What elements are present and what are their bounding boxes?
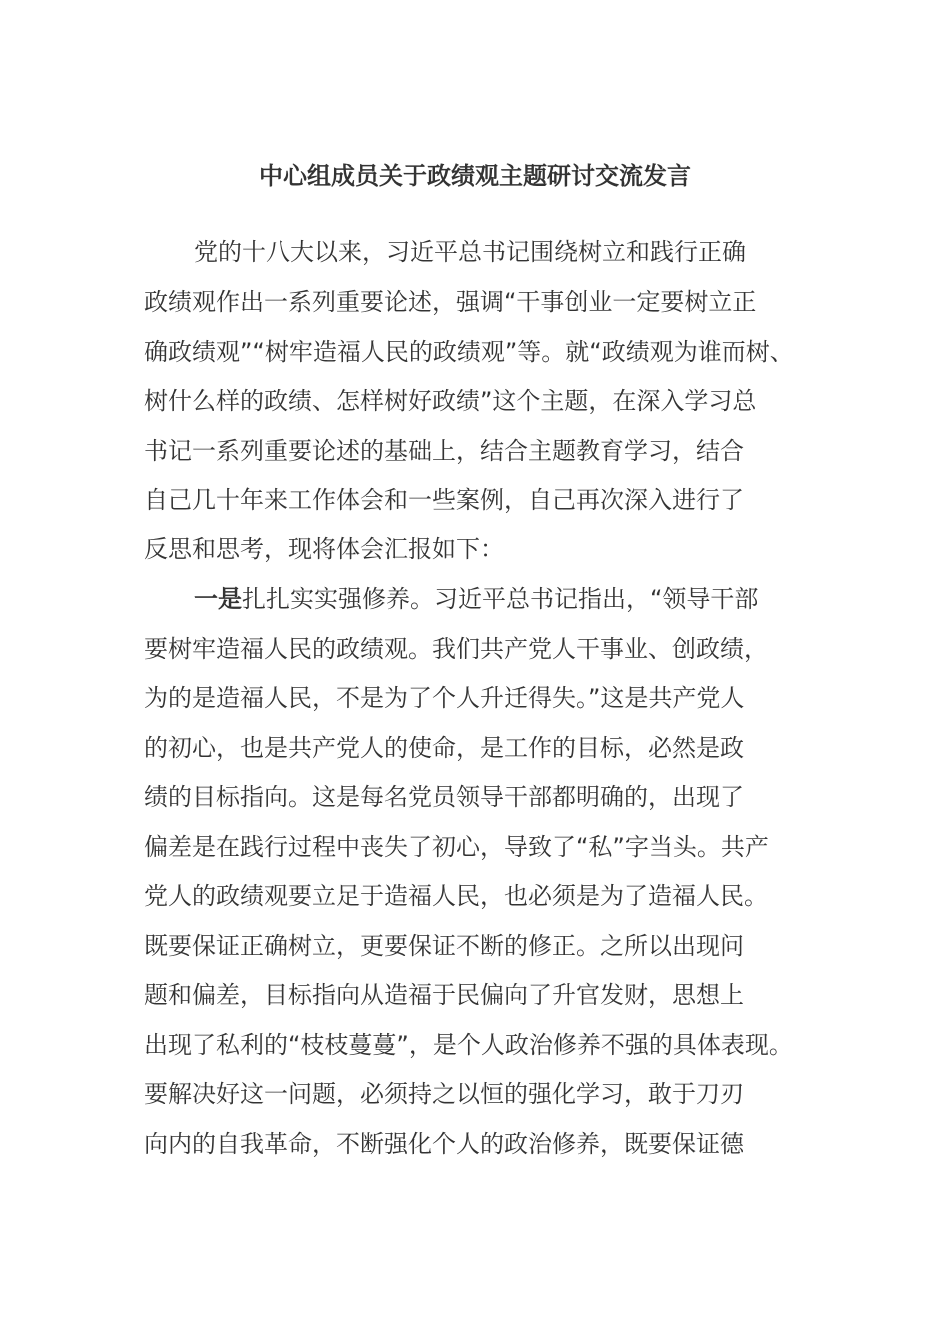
paragraph-line: 绩的目标指向。这是每名党员领导干部都明确的，出现了 — [144, 783, 744, 811]
paragraph-text: 扎扎实实强修养。习近平总书记指出，“领导干部 — [242, 585, 759, 613]
paragraph-line: 题和偏差，目标指向从造福于民偏向了升官发财，思想上 — [144, 981, 744, 1009]
paragraph-line: 向内的自我革命，不断强化个人的政治修养，既要保证德 — [144, 1130, 744, 1158]
paragraph-line: 树什么样的政绩、怎样树好政绩”这个主题，在深入学习总 — [144, 387, 757, 415]
paragraph-line: 要树牢造福人民的政绩观。我们共产党人干事业、创政绩， — [144, 635, 768, 663]
paragraph-line: 要解决好这一问题，必须持之以恒的强化学习，敢于刀刃 — [144, 1080, 744, 1108]
document-title: 中心组成员关于政绩观主题研讨交流发言 — [259, 162, 691, 190]
section-marker: 一是 — [194, 585, 242, 613]
paragraph-line: 偏差是在践行过程中丧失了初心，导致了“私”字当头。共产 — [144, 833, 769, 861]
paragraph-line: 反思和思考，现将体会汇报如下： — [144, 535, 504, 563]
paragraph-line: 的初心，也是共产党人的使命，是工作的目标，必然是政 — [144, 734, 744, 762]
paragraph-line: 党的十八大以来，习近平总书记围绕树立和践行正确 — [194, 238, 746, 266]
paragraph-line — [194, 579, 758, 619]
paragraph-line: 既要保证正确树立，更要保证不断的修正。之所以出现问 — [144, 932, 744, 960]
paragraph-line: 自己几十年来工作体会和一些案例，自己再次深入进行了 — [144, 486, 744, 514]
paragraph-line: 书记一系列重要论述的基础上，结合主题教育学习，结合 — [144, 437, 744, 465]
paragraph-line: 为的是造福人民，不是为了个人升迁得失。”这是共产党人 — [144, 684, 745, 712]
paragraph-line: 出现了私利的“枝枝蔓蔓”，是个人政治修养不强的具体表现。 — [144, 1031, 793, 1059]
paragraph-line: 政绩观作出一系列重要论述，强调“干事创业一定要树立正 — [144, 288, 757, 316]
paragraph-line: 党人的政绩观要立足于造福人民，也必须是为了造福人民。 — [144, 882, 768, 910]
paragraph-line: 确政绩观”“树牢造福人民的政绩观”等。就“政绩观为谁而树、 — [144, 338, 794, 366]
